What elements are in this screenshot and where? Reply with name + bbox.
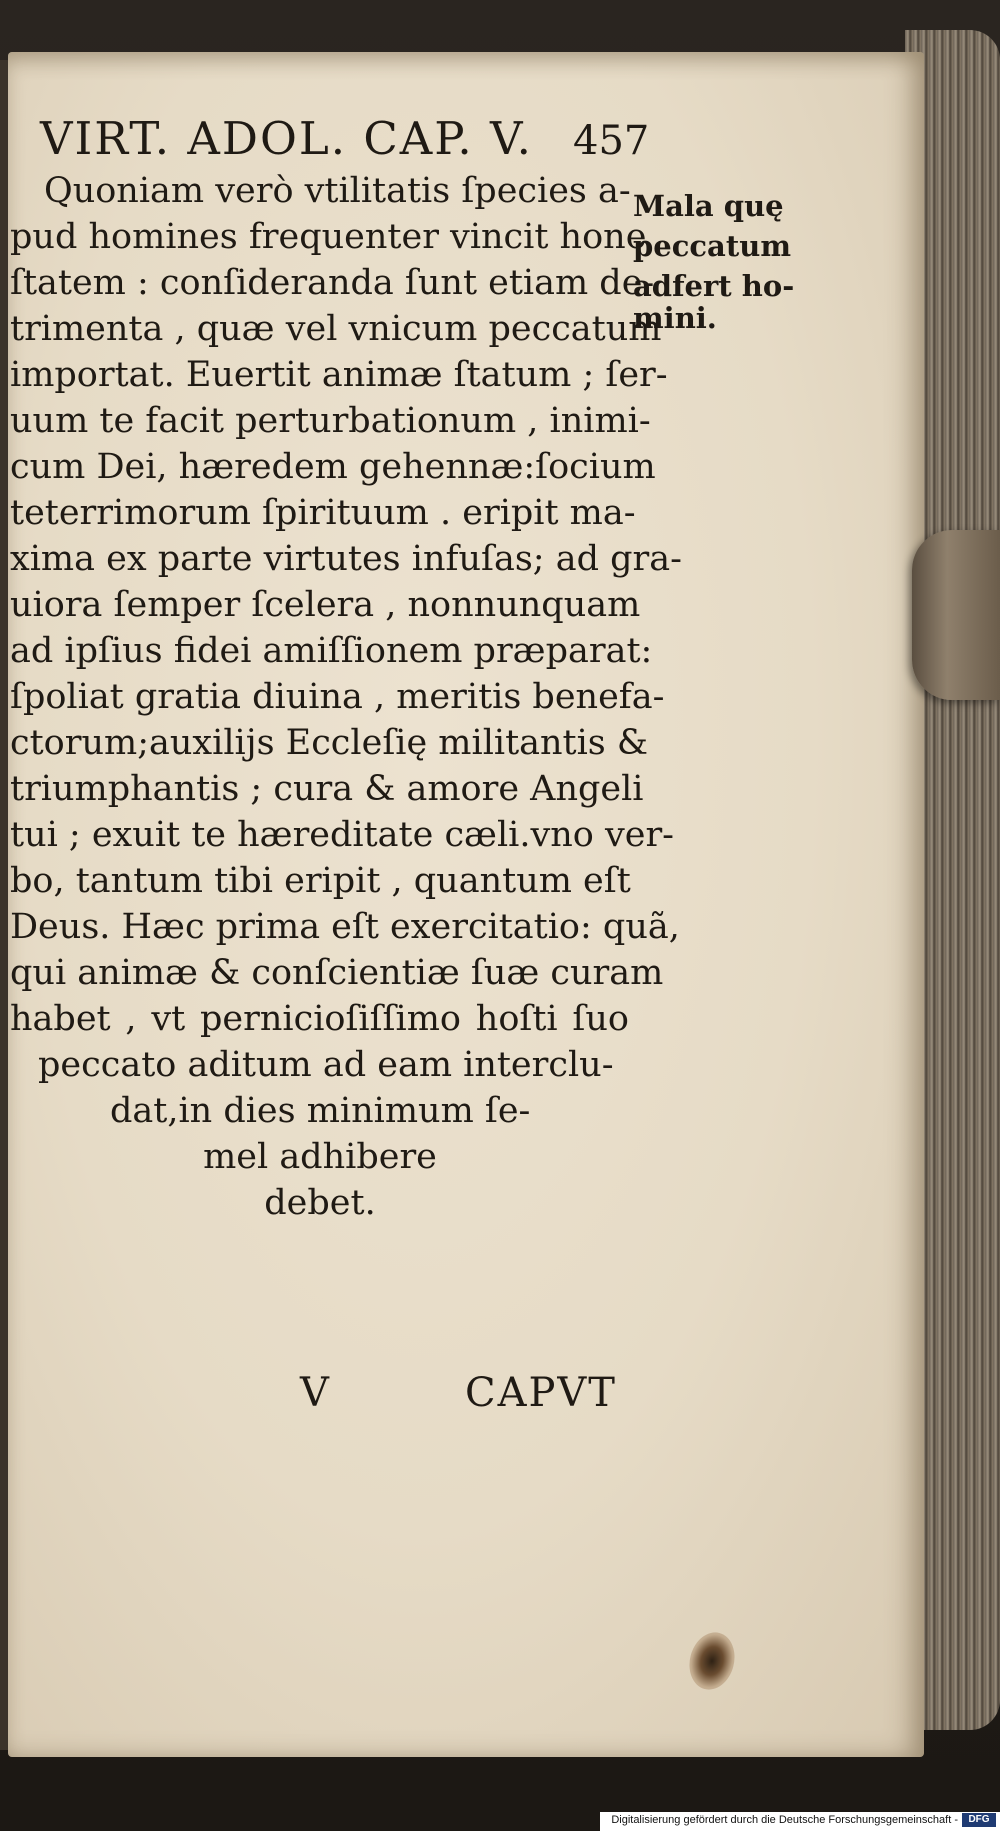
marginal-note-line: mini. xyxy=(633,301,717,335)
body-line: uiora ſemper ſcelera , nonnunquam xyxy=(10,585,641,625)
marginal-note-line: Mala quę xyxy=(633,189,784,223)
running-title: VIRT. ADOL. CAP. V. xyxy=(40,112,533,165)
body-line: ctorum;auxilijs Eccleſię militantis & xyxy=(10,723,649,763)
body-line: ſtatem : conſideranda ſunt etiam de- xyxy=(10,263,655,303)
catchword: CAPVT xyxy=(465,1370,617,1416)
dfg-logo: DFG xyxy=(962,1813,996,1827)
page-number: 457 xyxy=(573,118,650,164)
body-line: cum Dei, hæredem gehennæ:ſocium xyxy=(10,447,656,487)
tail-line: peccato aditum ad eam interclu- xyxy=(38,1045,614,1085)
body-line: teterrimorum ſpirituum . eripit ma- xyxy=(10,493,636,533)
body-line: triumphantis ; cura & amore Angeli xyxy=(10,769,644,809)
signature-mark: V xyxy=(300,1370,329,1416)
tail-line: dat,in dies minimum ſe- xyxy=(110,1091,531,1131)
body-line: Quoniam verò vtilitatis ſpecies a- xyxy=(44,171,631,211)
page-clip xyxy=(912,530,1000,700)
body-line: habet , vt pernicioſiſſimo hoſti ſuo xyxy=(10,999,629,1039)
body-line: trimenta , quæ vel vnicum peccatum xyxy=(10,309,662,349)
digitization-credit: Digitalisierung gefördert durch die Deutsche Forschungsgemeinschaft - xyxy=(611,1814,958,1826)
body-line: qui animæ & conſcientiæ ſuæ curam xyxy=(10,953,664,993)
marginal-note-line: adfert ho- xyxy=(633,269,795,303)
body-line: ad ipſius fidei amiſſionem præparat: xyxy=(10,631,653,671)
body-line: uum te facit perturbationum , inimi- xyxy=(10,401,651,441)
body-line: tui ; exuit te hæreditate cæli.vno ver- xyxy=(10,815,675,855)
body-line: bo, tantum tibi eripit , quantum eſt xyxy=(10,861,631,901)
marginal-note-line: peccatum xyxy=(633,229,791,263)
body-line: pud homines frequenter vincit hone xyxy=(10,217,647,257)
tail-line: mel adhibere xyxy=(203,1137,437,1177)
body-line: ſpoliat gratia diuina , meritis benefa- xyxy=(10,677,665,717)
body-line: xima ex parte virtutes infuſas; ad gra- xyxy=(10,539,682,579)
tail-line: debet. xyxy=(264,1183,376,1223)
body-line: Deus. Hæc prima eſt exercitatio: quã, xyxy=(10,907,680,947)
body-line: importat. Euertit animæ ſtatum ; ſer- xyxy=(10,355,668,395)
